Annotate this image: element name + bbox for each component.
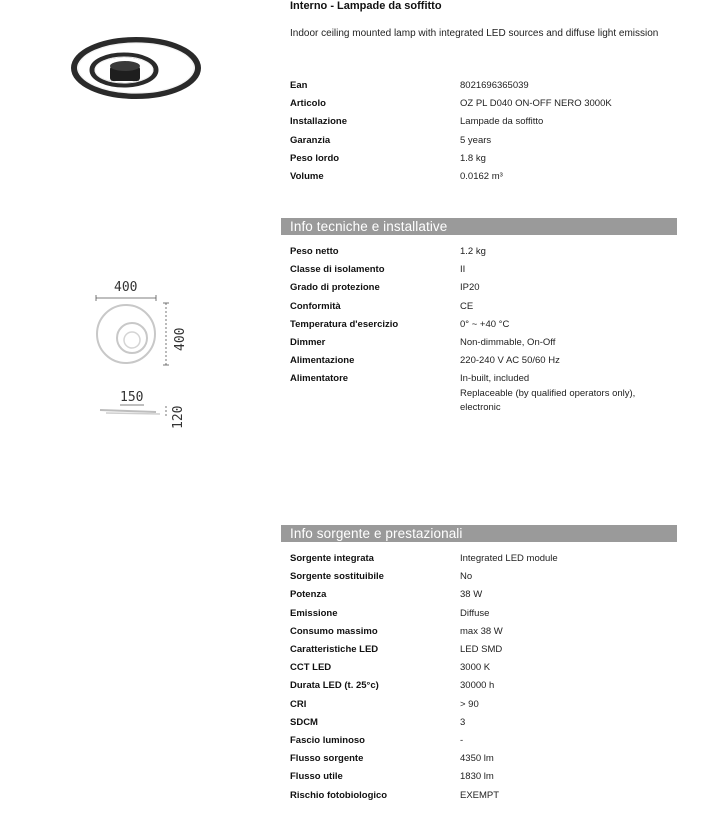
spec-label: Ean (290, 80, 308, 91)
spec-value: > 90 (460, 698, 479, 710)
spec-row (290, 787, 690, 805)
spec-label: Classe di isolamento (290, 264, 385, 276)
source-specs (290, 550, 690, 805)
spec-label: Peso lordo (290, 152, 340, 164)
spec-value: 0° ~ +40 °C (460, 318, 510, 330)
section-header-source: Info sorgente e prestazionali (281, 525, 677, 542)
spec-value: - (460, 735, 464, 747)
spec-label: Rischio fotobiologico (290, 789, 388, 801)
spec-row (290, 605, 690, 623)
spec-value: 38 W (460, 589, 483, 601)
spec-row (290, 316, 690, 334)
spec-label: Conformità (290, 300, 341, 312)
page-title: Interno - Lampade da soffitto (290, 0, 442, 12)
spec-label: Consumo massimo (290, 625, 378, 637)
spec-label: Temperatura d'esercizio (290, 318, 399, 330)
spec-row (290, 334, 690, 352)
spec-label: Dimmer (290, 337, 326, 349)
spec-row (290, 750, 690, 768)
spec-row (290, 586, 690, 604)
spec-value: Integrated LED module (460, 553, 558, 564)
spec-label: Installazione (290, 116, 348, 128)
spec-value: EXEMPT (460, 789, 500, 801)
spec-row (290, 568, 690, 586)
spec-row (290, 150, 690, 168)
spec-row (290, 714, 690, 732)
product-specs (290, 77, 690, 186)
dim-width-side-label: 150 (120, 390, 144, 405)
spec-label: Articolo (290, 98, 326, 110)
spec-value: 220-240 V AC 50/60 Hz (460, 355, 560, 367)
spec-row (290, 352, 690, 370)
spec-value: 1.2 kg (460, 246, 486, 257)
spec-label: Grado di protezione (290, 282, 380, 294)
spec-value: max 38 W (460, 625, 503, 637)
spec-row (290, 168, 690, 186)
spec-value: 5 years (460, 134, 492, 146)
spec-row (290, 77, 690, 95)
spec-label: Volume (290, 171, 324, 183)
spec-row (290, 696, 690, 714)
spec-label: Emissione (290, 607, 338, 619)
spec-value: 8021696365039 (460, 80, 529, 91)
spec-value: 4350 lm (460, 753, 494, 765)
dimension-drawing (88, 272, 198, 437)
spec-label: Durata LED (t. 25°c) (290, 680, 379, 692)
spec-row (290, 659, 690, 677)
spec-value: II (460, 264, 466, 276)
spec-label: Caratteristiche LED (290, 644, 379, 656)
spec-value: CE (460, 300, 474, 312)
spec-label: Sorgente sostituibile (290, 571, 384, 583)
spec-value: Lampade da soffitto (460, 116, 544, 128)
spec-value: 1.8 kg (460, 152, 486, 164)
spec-row (290, 261, 690, 279)
spec-value: IP20 (460, 282, 480, 294)
dim-height-top-label: 400 (173, 327, 188, 351)
spec-label: SDCM (290, 716, 318, 728)
spec-value: 3000 K (460, 662, 491, 674)
spec-label: Peso netto (290, 246, 339, 257)
spec-row (290, 95, 690, 113)
spec-label: Alimentazione (290, 355, 355, 367)
spec-value: 0.0162 m³ (460, 171, 503, 183)
spec-label: Flusso utile (290, 771, 343, 783)
spec-label: Flusso sorgente (290, 753, 364, 765)
section-header-technical: Info tecniche e installative (281, 218, 677, 235)
spec-row (290, 677, 690, 695)
spec-value: In-built, included Replaceable (by qualified operators only), electronic (460, 373, 636, 414)
spec-row (290, 279, 690, 297)
spec-value: No (460, 571, 473, 583)
spec-row (290, 113, 690, 131)
spec-row (290, 132, 690, 150)
product-description: Indoor ceiling mounted lamp with integrated LED sources and diffuse light emission (290, 28, 659, 39)
spec-row (290, 370, 690, 416)
spec-value: 3 (460, 716, 466, 728)
spec-label: Fascio luminoso (290, 735, 365, 747)
spec-row (290, 298, 690, 316)
spec-row (290, 768, 690, 786)
spec-value: Non-dimmable, On-Off (460, 337, 556, 349)
spec-label: CCT LED (290, 662, 332, 674)
spec-row (290, 623, 690, 641)
spec-label: CRI (290, 698, 307, 710)
spec-label: Potenza (290, 589, 327, 601)
spec-value: OZ PL D040 ON-OFF NERO 3000K (460, 98, 612, 110)
spec-value: LED SMD (460, 644, 503, 656)
spec-value: 30000 h (460, 680, 495, 692)
product-image (66, 28, 206, 108)
spec-value: Diffuse (460, 607, 490, 619)
spec-label: Garanzia (290, 134, 331, 146)
dim-height-side-label: 120 (171, 405, 186, 429)
spec-value: 1830 lm (460, 771, 494, 783)
spec-label: Sorgente integrata (290, 553, 374, 564)
spec-row (290, 550, 690, 568)
spec-label: Alimentatore (290, 373, 349, 385)
dim-diameter-label: 400 (114, 280, 138, 295)
spec-row (290, 641, 690, 659)
technical-specs (290, 243, 690, 416)
spec-row (290, 243, 690, 261)
spec-row (290, 732, 690, 750)
